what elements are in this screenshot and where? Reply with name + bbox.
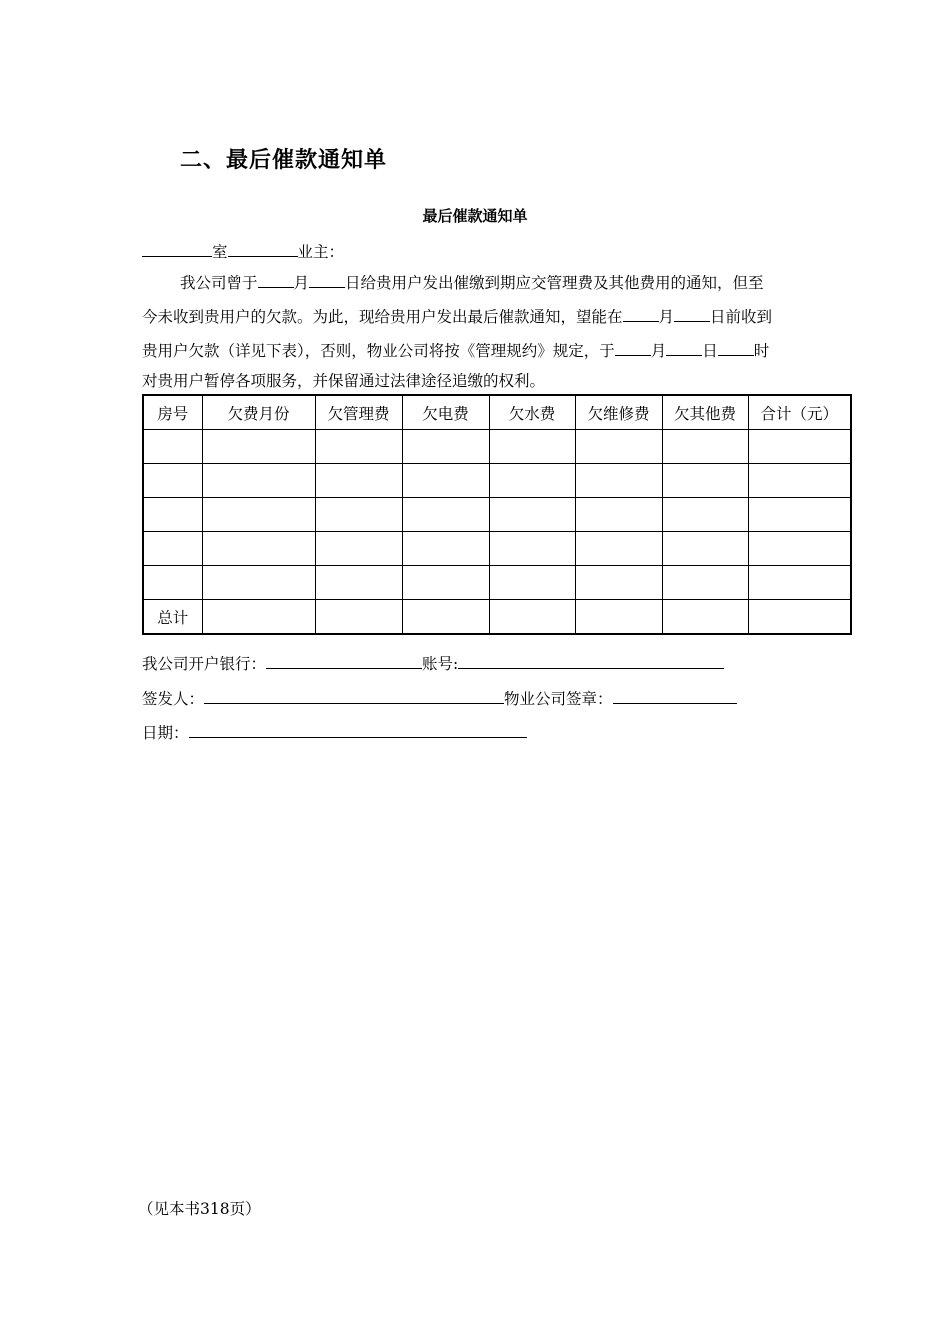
salutation-line: [142, 240, 344, 262]
column-header: 欠费月份: [202, 395, 315, 430]
signature-line: [142, 687, 737, 709]
seal-label: 物业公司签章：: [504, 690, 613, 708]
room-number-blank[interactable]: [142, 240, 212, 257]
deadline-month-blank[interactable]: [623, 305, 659, 322]
table-cell[interactable]: [575, 430, 662, 464]
table-cell[interactable]: [315, 600, 402, 635]
table-cell[interactable]: [402, 566, 489, 600]
table-cell[interactable]: [143, 566, 202, 600]
section-heading: 二、最后催款通知单: [180, 148, 388, 173]
table-cell[interactable]: [202, 430, 315, 464]
table-row: [143, 566, 851, 600]
table-cell[interactable]: [143, 498, 202, 532]
table-cell[interactable]: [662, 430, 748, 464]
account-number-blank[interactable]: [458, 652, 724, 669]
suspend-day-blank[interactable]: [666, 339, 702, 356]
page-reference-note: （见本书318页）: [138, 1200, 261, 1218]
account-label: 账号:: [422, 655, 459, 673]
table-cell[interactable]: [748, 600, 851, 635]
table-header-row: [143, 395, 851, 430]
total-label: 总计: [143, 600, 202, 635]
suspend-month-blank[interactable]: [615, 339, 651, 356]
table-cell[interactable]: [202, 532, 315, 566]
table-cell[interactable]: [315, 464, 402, 498]
table-cell[interactable]: [662, 532, 748, 566]
issuer-blank[interactable]: [204, 687, 504, 704]
table-cell[interactable]: [315, 498, 402, 532]
table-cell[interactable]: [402, 464, 489, 498]
table-cell[interactable]: [575, 498, 662, 532]
paragraph-line-2: 今未收到贵用户的欠款。为此，现给贵用户发出最后催款通知，望能在 月 日前收到: [142, 300, 850, 334]
column-header: 欠其他费: [662, 395, 748, 430]
date-blank[interactable]: [189, 721, 527, 738]
total-row: [143, 600, 851, 635]
bank-name-blank[interactable]: [266, 652, 422, 669]
paragraph-line-4: 对贵用户暂停各项服务，并保留通过法律途径追缴的权利。: [142, 372, 546, 390]
table-cell[interactable]: [748, 566, 851, 600]
suspend-hour-blank[interactable]: [718, 339, 754, 356]
arrears-table: [142, 394, 852, 635]
owner-suffix: 业主：: [297, 243, 345, 261]
document-title: 最后催款通知单: [422, 207, 528, 225]
table-cell[interactable]: [402, 430, 489, 464]
table-cell[interactable]: [402, 600, 489, 635]
table-cell[interactable]: [748, 464, 851, 498]
table-cell[interactable]: [575, 532, 662, 566]
table-cell[interactable]: [662, 464, 748, 498]
column-header: 欠电费: [402, 395, 489, 430]
deadline-day-blank[interactable]: [674, 305, 710, 322]
table-cell[interactable]: [143, 532, 202, 566]
column-header: 房号: [143, 395, 202, 430]
table-cell[interactable]: [202, 498, 315, 532]
date-label: 日期：: [142, 724, 189, 742]
table-cell[interactable]: [489, 532, 575, 566]
table-cell[interactable]: [748, 498, 851, 532]
owner-name-blank[interactable]: [228, 240, 298, 257]
date-line: [142, 721, 527, 743]
table-cell[interactable]: [202, 464, 315, 498]
table-cell[interactable]: [489, 464, 575, 498]
notice-month-blank[interactable]: [258, 271, 294, 288]
table-cell[interactable]: [315, 532, 402, 566]
column-header: 欠管理费: [315, 395, 402, 430]
column-header: 合计（元）: [748, 395, 851, 430]
table-cell[interactable]: [575, 600, 662, 635]
room-suffix: 室: [212, 243, 228, 261]
seal-blank[interactable]: [613, 687, 737, 704]
issuer-label: 签发人：: [142, 690, 205, 708]
table-cell[interactable]: [662, 566, 748, 600]
table-row: [143, 464, 851, 498]
table-cell[interactable]: [662, 498, 748, 532]
table-cell[interactable]: [489, 430, 575, 464]
table-row: [143, 430, 851, 464]
table-cell[interactable]: [402, 532, 489, 566]
table-cell[interactable]: [489, 498, 575, 532]
table-cell[interactable]: [662, 600, 748, 635]
table-cell[interactable]: [489, 566, 575, 600]
notice-day-blank[interactable]: [309, 271, 345, 288]
bank-label: 我公司开户银行：: [142, 655, 267, 673]
table-cell[interactable]: [202, 600, 315, 635]
table-cell[interactable]: [315, 430, 402, 464]
table-cell[interactable]: [575, 464, 662, 498]
table-cell[interactable]: [575, 566, 662, 600]
table-cell[interactable]: [202, 566, 315, 600]
table-row: [143, 532, 851, 566]
table-cell[interactable]: [748, 430, 851, 464]
paragraph-line-1: 我公司曾于 月 日给贵用户发出催缴到期应交管理费及其他费用的通知，但至: [142, 266, 850, 300]
table-cell[interactable]: [489, 600, 575, 635]
paragraph-line-3: 贵用户欠款（详见下表），否则，物业公司将按《管理规约》规定，于 月 日 时: [142, 334, 850, 368]
table-cell[interactable]: [315, 566, 402, 600]
notice-paragraph: [142, 266, 850, 394]
table-cell[interactable]: [143, 464, 202, 498]
table-cell[interactable]: [402, 498, 489, 532]
table-cell[interactable]: [748, 532, 851, 566]
bank-line: [142, 652, 724, 674]
table-row: [143, 498, 851, 532]
column-header: 欠维修费: [575, 395, 662, 430]
table-body: [143, 430, 851, 635]
column-header: 欠水费: [489, 395, 575, 430]
table-cell[interactable]: [143, 430, 202, 464]
